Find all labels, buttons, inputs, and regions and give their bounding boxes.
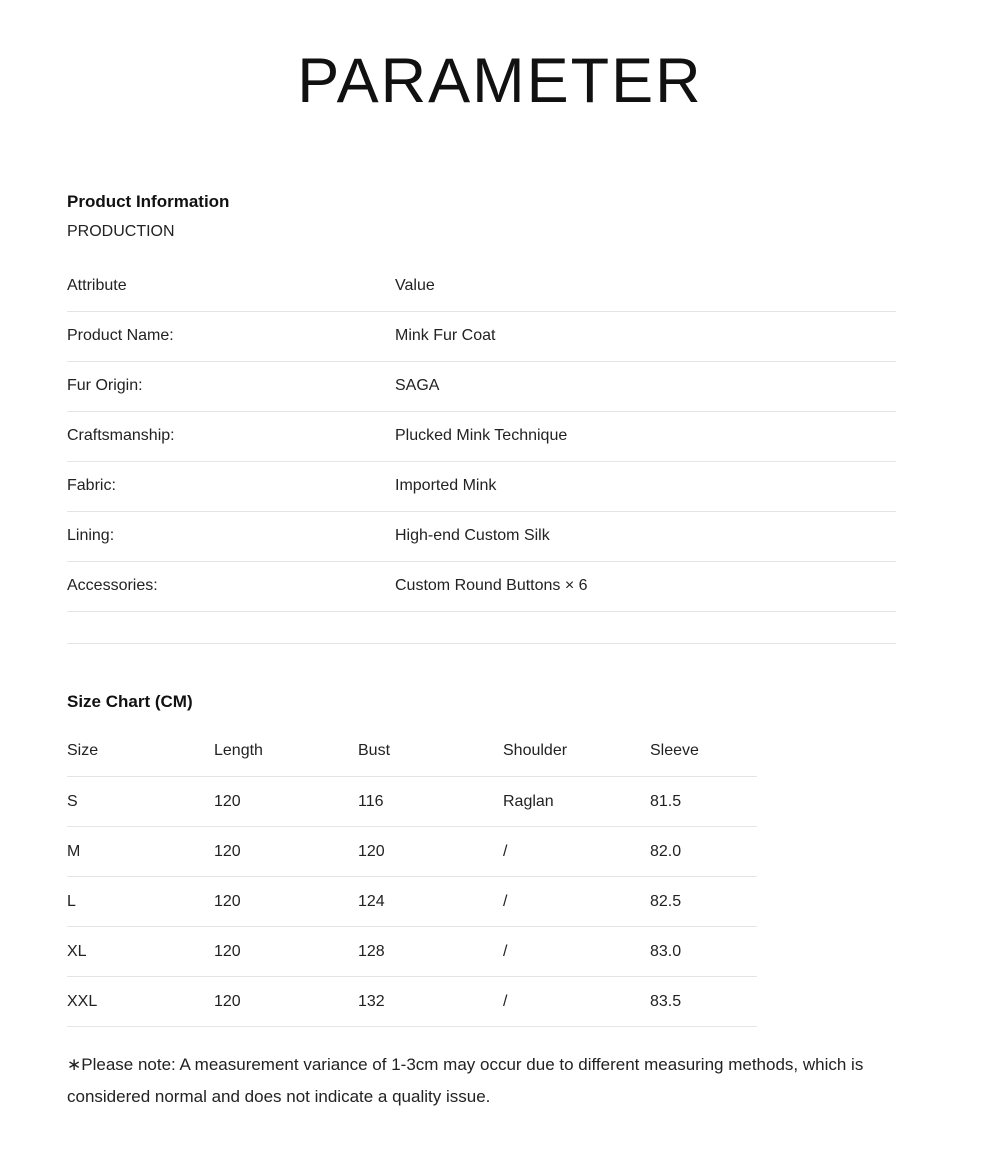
attribute-cell: Accessories:: [67, 561, 395, 611]
product-info-row: [67, 561, 896, 611]
size-chart-header-row: [67, 727, 757, 777]
column-header-attribute: Attribute: [67, 261, 395, 311]
size-chart-row: [67, 877, 757, 927]
size-cell: /: [503, 877, 650, 927]
value-cell: Mink Fur Coat: [395, 311, 896, 361]
size-cell: L: [67, 877, 214, 927]
column-header-shoulder: Shoulder: [503, 727, 650, 777]
attribute-cell: Fabric:: [67, 461, 395, 511]
product-info-table-wrap: [67, 261, 896, 644]
value-cell: Plucked Mink Technique: [395, 411, 896, 461]
product-info-rows: [67, 311, 896, 611]
size-cell: /: [503, 827, 650, 877]
measurement-note: ∗Please note: A measurement variance of 1-3cm may occur due to different measuring methods, which is considered normal and does not indicate a quality issue.: [67, 1055, 864, 1106]
size-cell: Raglan: [503, 777, 650, 827]
product-info-row: [67, 511, 896, 561]
product-info-table: [67, 261, 896, 612]
size-cell: 120: [358, 827, 503, 877]
size-cell: 120: [214, 777, 358, 827]
value-cell: High-end Custom Silk: [395, 511, 896, 561]
value-cell: Custom Round Buttons × 6: [395, 561, 896, 611]
size-chart-row: [67, 777, 757, 827]
size-cell: 120: [214, 927, 358, 977]
column-header-value: Value: [395, 261, 896, 311]
product-info-subheading: PRODUCTION: [67, 223, 175, 240]
size-cell: XL: [67, 927, 214, 977]
size-cell: /: [503, 977, 650, 1027]
column-header-size: Size: [67, 727, 214, 777]
size-chart-rows: [67, 777, 757, 1027]
value-cell: Imported Mink: [395, 461, 896, 511]
page-title: PARAMETER: [297, 46, 703, 116]
column-header-sleeve: Sleeve: [650, 727, 757, 777]
product-info-row: [67, 361, 896, 411]
size-cell: 120: [214, 877, 358, 927]
size-cell: S: [67, 777, 214, 827]
size-cell: M: [67, 827, 214, 877]
size-cell: /: [503, 927, 650, 977]
size-cell: 83.0: [650, 927, 757, 977]
product-info-header-row: [67, 261, 896, 311]
product-info-row: [67, 411, 896, 461]
value-cell: SAGA: [395, 361, 896, 411]
size-cell: 81.5: [650, 777, 757, 827]
column-header-bust: Bust: [358, 727, 503, 777]
size-chart-row: [67, 977, 757, 1027]
attribute-cell: Lining:: [67, 511, 395, 561]
product-info-row: [67, 311, 896, 361]
attribute-cell: Craftsmanship:: [67, 411, 395, 461]
size-chart-row: [67, 827, 757, 877]
size-chart-row: [67, 927, 757, 977]
page-content: [0, 190, 1000, 1113]
size-cell: 82.0: [650, 827, 757, 877]
size-chart-heading: Size Chart (CM): [67, 691, 193, 711]
size-cell: 83.5: [650, 977, 757, 1027]
size-cell: 128: [358, 927, 503, 977]
size-cell: 132: [358, 977, 503, 1027]
size-cell: 116: [358, 777, 503, 827]
size-chart-table: [67, 727, 757, 1028]
attribute-cell: Fur Origin:: [67, 361, 395, 411]
size-cell: 82.5: [650, 877, 757, 927]
size-cell: 124: [358, 877, 503, 927]
size-cell: XXL: [67, 977, 214, 1027]
size-cell: 120: [214, 977, 358, 1027]
product-info-row: [67, 461, 896, 511]
product-info-heading: Product Information: [67, 192, 230, 211]
attribute-cell: Product Name:: [67, 311, 395, 361]
size-cell: 120: [214, 827, 358, 877]
column-header-length: Length: [214, 727, 358, 777]
